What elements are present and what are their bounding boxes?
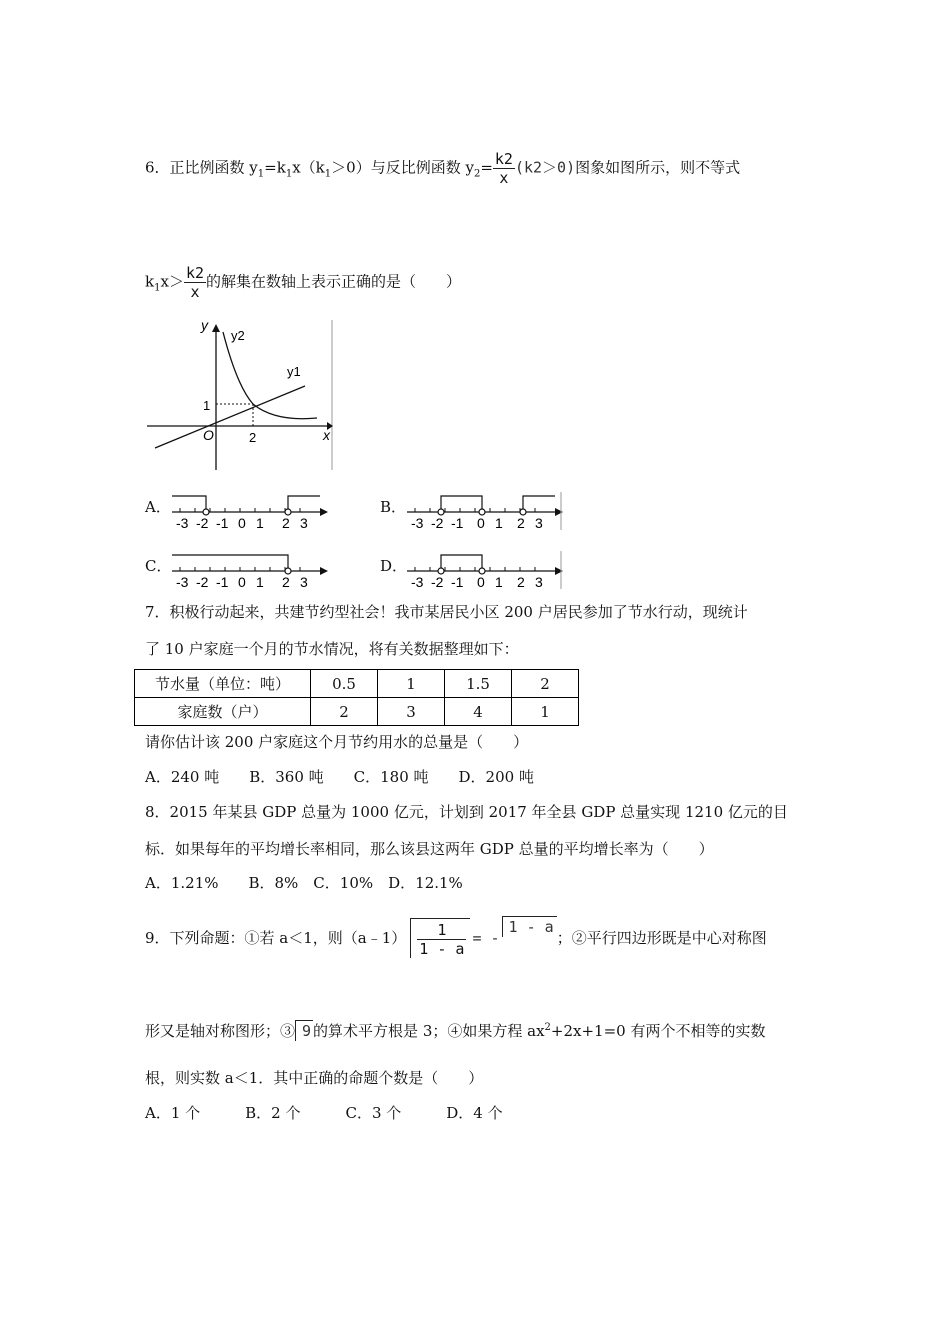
table-row: 家庭数（户） 2 3 4 1 <box>135 698 579 726</box>
svg-text:-3: -3 <box>176 515 189 531</box>
x-tick-2: 2 <box>249 430 257 445</box>
number-line-c <box>170 547 330 591</box>
q6-line2: $k_1x>$ $\frac{k2}{x}$ 的解集在数轴上表示正确的是（ ） <box>145 264 462 301</box>
curve-y2 <box>223 332 317 419</box>
svg-text:0: 0 <box>238 574 246 590</box>
y2-label: y2 <box>231 328 245 343</box>
svg-text:-2: -2 <box>196 515 209 531</box>
q9-line1: 9．下列命题：①若 a＜1，则（a﹣1） $\frac{1}{1 - a}$ = -1 - a；②平行四边形既是中心对称图 <box>145 918 767 958</box>
svg-text:-3: -3 <box>411 574 424 590</box>
svg-text:-3: -3 <box>411 515 424 531</box>
q7-options: A．240 吨 B．360 吨 C．180 吨 D．200 吨 <box>145 768 534 786</box>
function-graph <box>145 318 335 473</box>
option-d-letter: D． <box>380 557 408 575</box>
svg-text:2: 2 <box>282 574 290 590</box>
svg-text:2: 2 <box>517 515 525 531</box>
svg-text:-2: -2 <box>196 574 209 590</box>
q9-line2: 形又是轴对称图形；③ 9 的算术平方根是 3；④如果方程 $ax^2+2x+1=0$ 有两个不相等的实数 <box>145 1022 766 1040</box>
q9-options: A．1 个 B．2 个 C．3 个 D．4 个 <box>145 1104 503 1122</box>
option-a-letter: A． <box>145 498 171 516</box>
y-axis-arrow <box>212 324 220 332</box>
interval-right-a <box>288 496 320 512</box>
fraction-k2-over-x-2: $\frac{k2}{x}$ <box>185 264 205 301</box>
x-axis-label: x <box>323 427 330 443</box>
sqrt-fraction: $\frac{1}{1 - a}$ <box>410 918 470 958</box>
number-line-a <box>170 488 330 532</box>
svg-text:0: 0 <box>477 574 485 590</box>
number-line-b <box>405 488 565 532</box>
table-row: 节水量（单位：吨） 0.5 1 1.5 2 <box>135 670 579 698</box>
q8-options: A．1.21% B．8% C．10% D．12.1% <box>145 874 463 892</box>
water-saving-table <box>134 669 579 726</box>
interval-left-a <box>172 496 206 512</box>
q8-line2: 标．如果每年的平均增长率相同，那么该县这两年 GDP 总量的平均增长率为（ ） <box>145 840 714 858</box>
svg-text:1: 1 <box>495 515 503 531</box>
svg-text:-3: -3 <box>176 574 189 590</box>
sqrt-1-minus-a: 1 - a <box>502 916 557 937</box>
number-line-d <box>405 547 565 591</box>
interval-right-b <box>523 496 555 512</box>
svg-text:3: 3 <box>300 515 308 531</box>
svg-text:-2: -2 <box>431 515 444 531</box>
interval-middle-b <box>441 496 482 512</box>
svg-text:0: 0 <box>238 515 246 531</box>
interval-left-c <box>172 555 288 571</box>
option-b-letter: B． <box>380 498 407 516</box>
svg-text:0: 0 <box>477 515 485 531</box>
q7-question: 请你估计该 200 户家庭这个月节约用水的总量是（ ） <box>145 733 529 751</box>
y-axis-label: y <box>201 318 208 333</box>
svg-text:-1: -1 <box>216 515 229 531</box>
q7-line1: 7．积极行动起来，共建节约型社会！我市某居民小区 200 户居民参加了节水行动，现统计 <box>145 603 748 621</box>
q7-line2: 了 10 户家庭一个月的节水情况，将有关数据整理如下： <box>145 640 519 658</box>
svg-text:1: 1 <box>495 574 503 590</box>
svg-text:1: 1 <box>256 515 264 531</box>
svg-text:3: 3 <box>535 515 543 531</box>
svg-text:3: 3 <box>535 574 543 590</box>
interval-middle-d <box>441 555 482 571</box>
svg-text:3: 3 <box>300 574 308 590</box>
svg-text:-1: -1 <box>451 574 464 590</box>
q9-line3: 根，则实数 a＜1．其中正确的命题个数是（ ） <box>145 1069 484 1087</box>
svg-text:2: 2 <box>517 574 525 590</box>
sqrt-9: 9 <box>295 1020 313 1041</box>
q6-line1: 6．正比例函数 $y_1=k_1x(k_1>0)$与反比例函数 $y_2=$ $\frac{k2}{x}$ (k2＞0)图象如图所示，则不等式 <box>145 150 741 187</box>
q8-line1: 8．2015 年某县 GDP 总量为 1000 亿元，计划到 2017 年全县 GDP 总量实现 1210 亿元的目 <box>145 803 788 821</box>
svg-text:2: 2 <box>282 515 290 531</box>
svg-text:-1: -1 <box>451 515 464 531</box>
option-c-letter: C． <box>145 557 172 575</box>
y1-label: y1 <box>287 364 301 379</box>
origin-label: O <box>203 427 214 443</box>
svg-text:-1: -1 <box>216 574 229 590</box>
svg-text:-2: -2 <box>431 574 444 590</box>
y-tick-1: 1 <box>203 398 211 413</box>
fraction-k2-over-x: $\frac{k2}{x}$ <box>494 150 513 187</box>
svg-text:1: 1 <box>256 574 264 590</box>
